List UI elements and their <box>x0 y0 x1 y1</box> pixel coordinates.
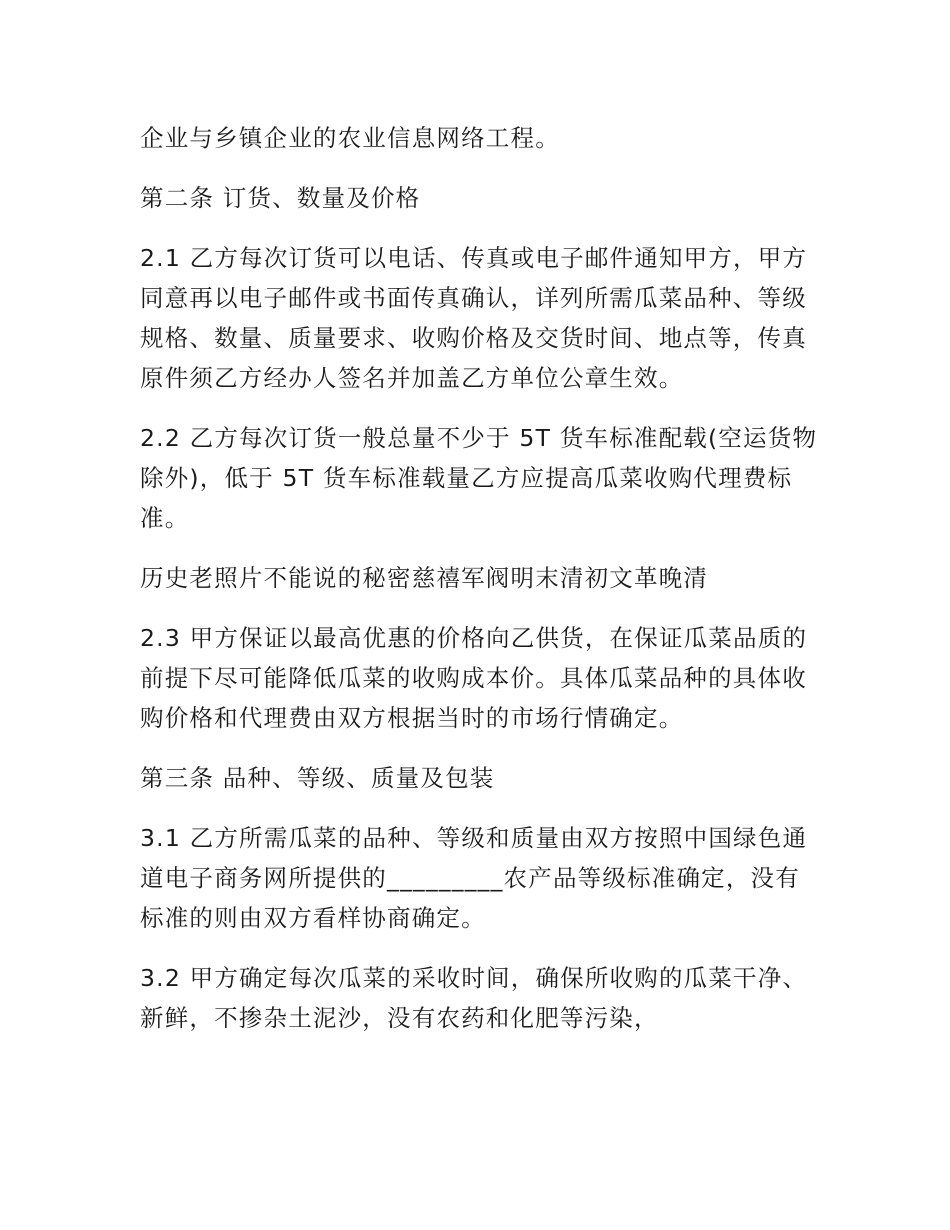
clause-3-1: 3.1 乙方所需瓜菜的品种、等级和质量由双方按照中国绿色通道电子商务网所提供的_________农产品等级标准确定，没有标准的则由双方看样协商确定。 <box>140 824 808 932</box>
clause-2-2: 2.2 乙方每次订货一般总量不少于 5T 货车标准配载(空运货物除外)，低于 5T 货车标准载量乙方应提高瓜菜收购代理费标准。 <box>140 424 818 532</box>
clause-2-3: 2.3 甲方保证以最高优惠的价格向乙供货，在保证瓜菜品质的前提下尽可能降低瓜菜的收购成本价。具体瓜菜品种的具体收购价格和代理费由双方根据当时的市场行情确定。 <box>140 624 808 732</box>
section-heading-article-2: 第二条 订货、数量及价格 <box>140 184 421 212</box>
paragraph-intro-continuation: 企业与乡镇企业的农业信息网络工程。 <box>140 124 560 152</box>
section-heading-article-3: 第三条 品种、等级、质量及包装 <box>140 764 495 792</box>
clause-3-2: 3.2 甲方确定每次瓜菜的采收时间，确保所收购的瓜菜干净、新鲜，不掺杂土泥沙，没有农药和化肥等污染， <box>140 964 808 1032</box>
clause-2-1: 2.1 乙方每次订货可以电话、传真或电子邮件通知甲方，甲方同意再以电子邮件或书面传真确认，详列所需瓜菜品种、等级规格、数量、质量要求、收购价格及交货时间、地点等，传真原件须乙方经办人签名并加盖乙方单位公章生效。 <box>140 244 808 392</box>
document-body <box>140 118 820 1058</box>
inserted-text-line: 历史老照片不能说的秘密慈禧军阀明末清初文革晚清 <box>140 564 709 592</box>
